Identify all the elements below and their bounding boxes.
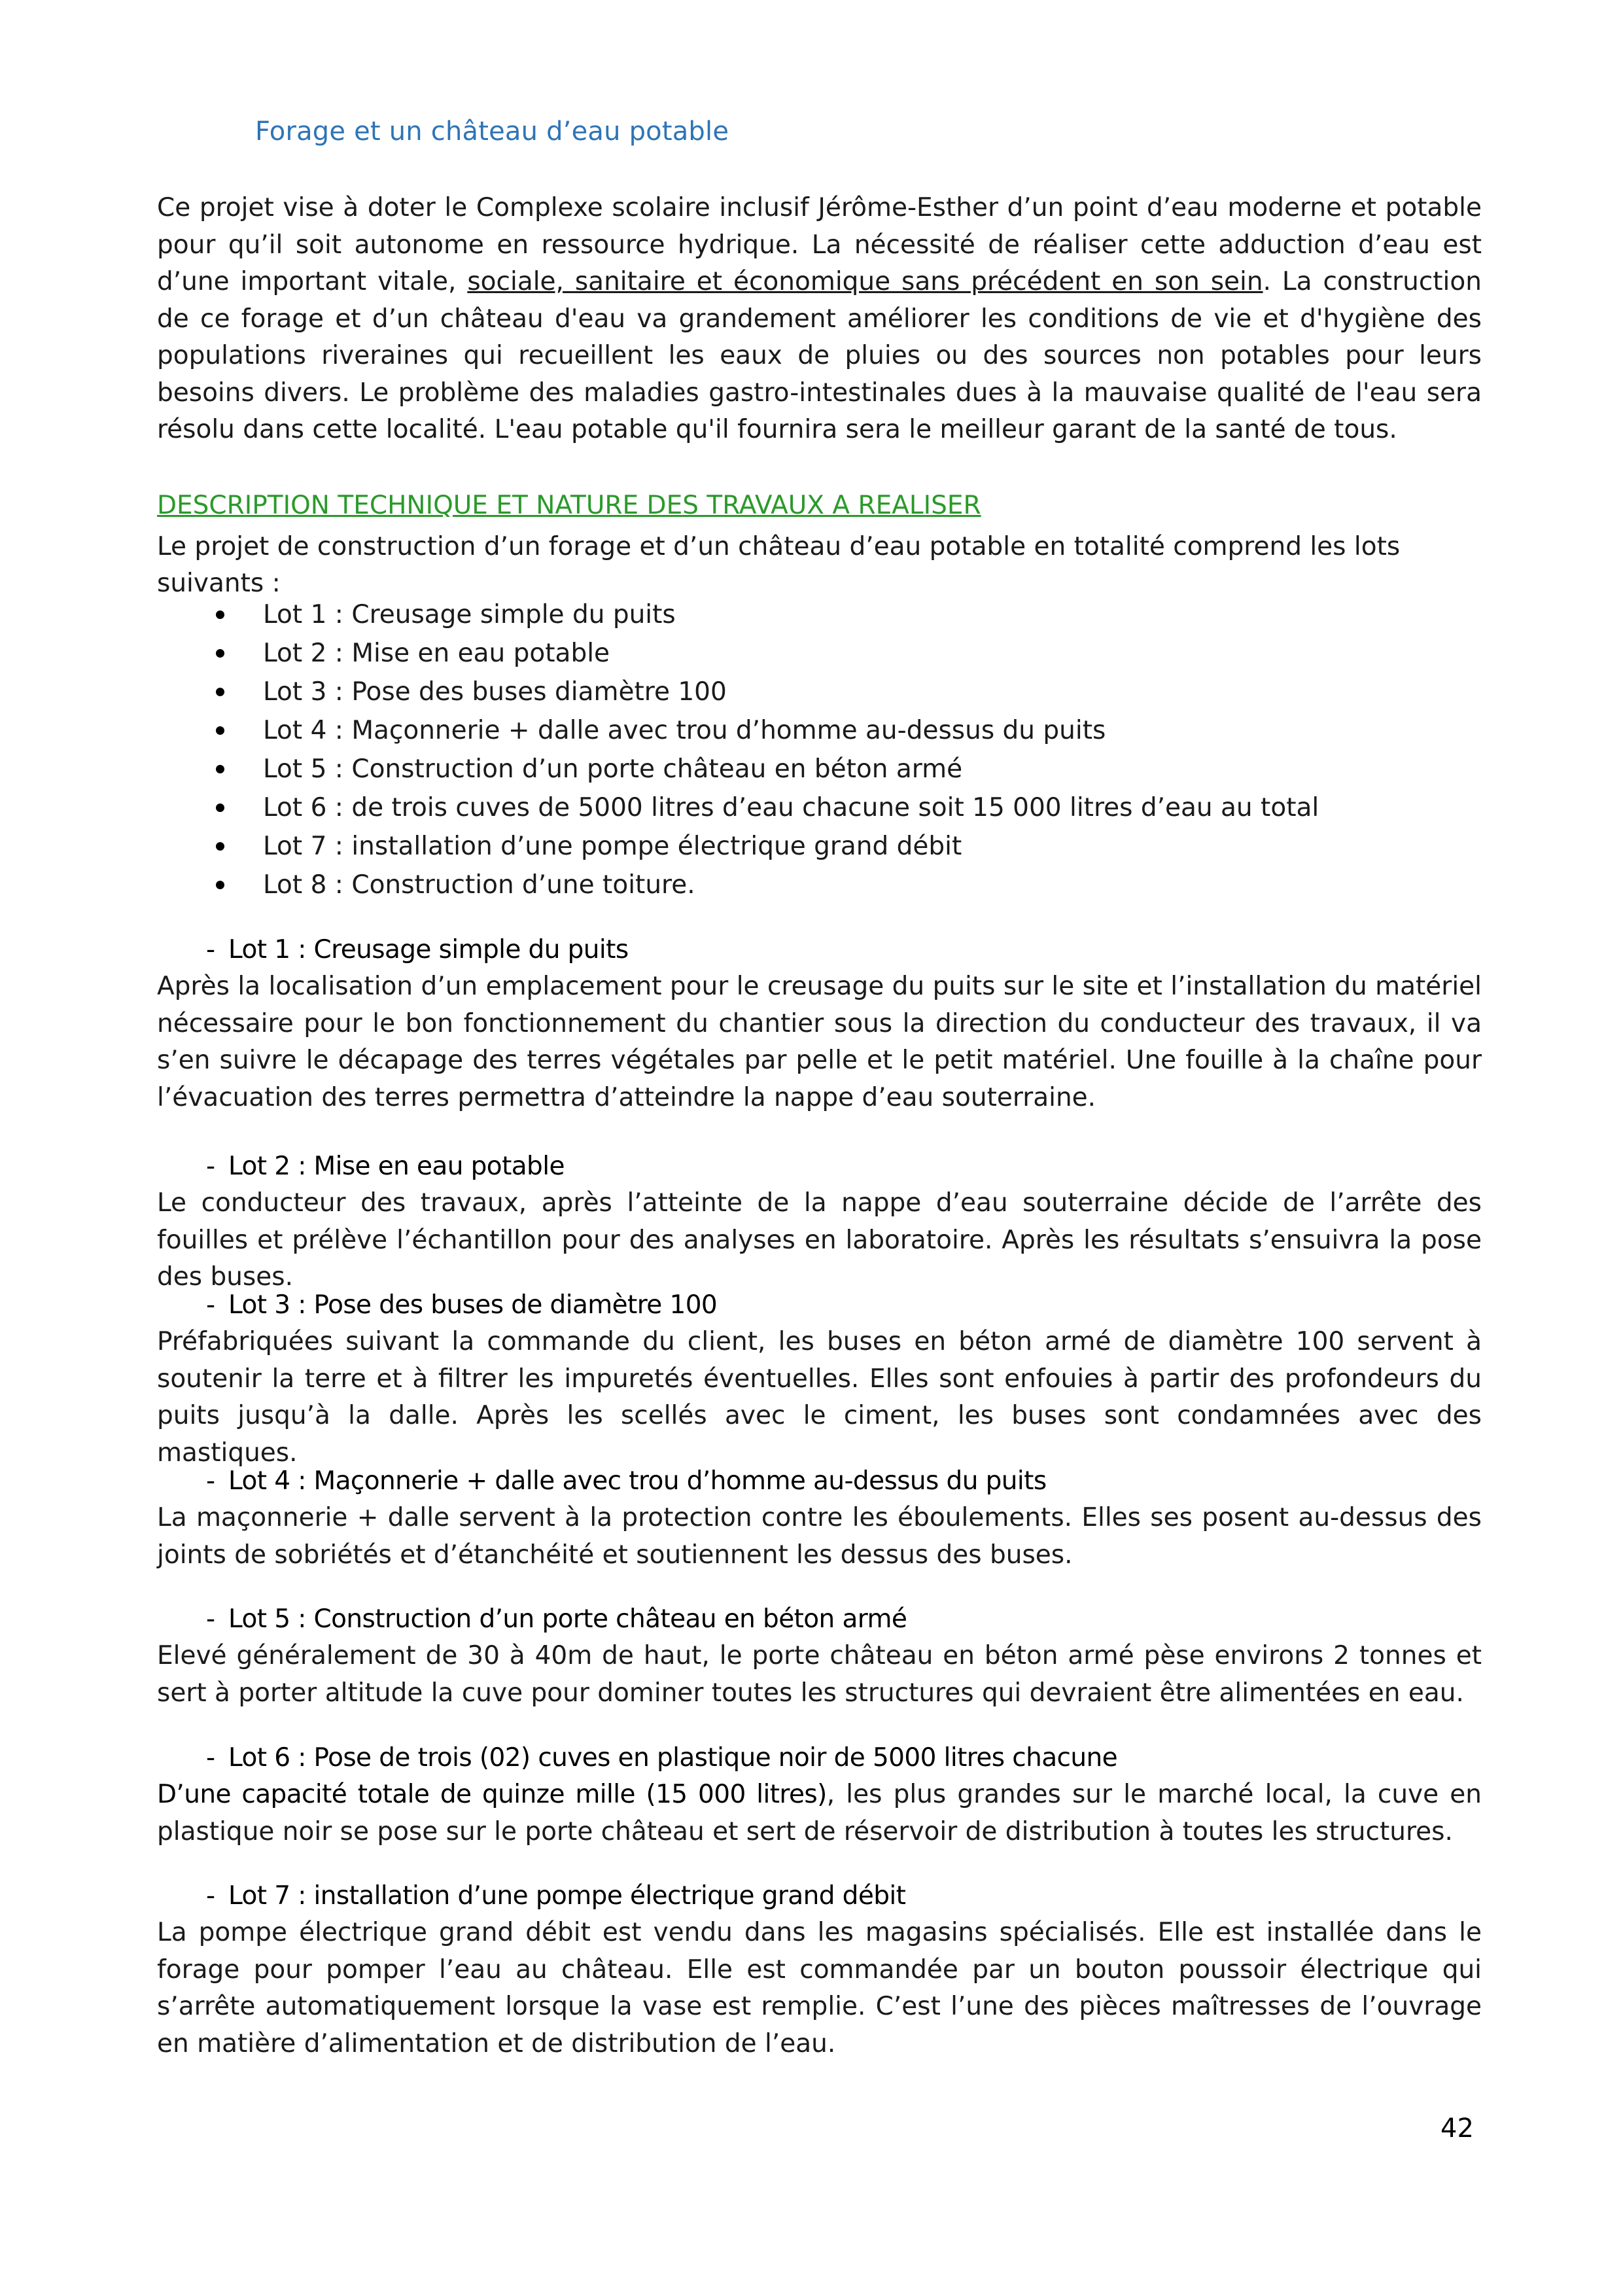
dash-marker: - bbox=[206, 1466, 215, 1496]
dash-marker: - bbox=[206, 1152, 215, 1181]
lot-body bbox=[157, 1776, 1482, 1850]
list-item: Lot 3 : Pose des buses diamètre 100 bbox=[216, 673, 1319, 711]
dash-marker: - bbox=[206, 1290, 215, 1320]
lot-7-section bbox=[157, 1878, 1482, 2062]
lot-body: Préfabriquées suivant la commande du client, les buses en béton armé de diamètre 100 servent à soutenir la terre et à filtrer les impuretés éventuelles. Elles sont enfouies à partir des profondeurs du puits jusqu’à la dalle. Après les scellés avec le ciment, les buses sont condamnées avec des mastiques. bbox=[157, 1327, 1482, 1468]
lot-heading bbox=[157, 1740, 1482, 1776]
dash-marker: - bbox=[206, 1881, 215, 1911]
list-item: Lot 1 : Creusage simple du puits bbox=[216, 595, 1319, 634]
list-item: Lot 5 : Construction d’un porte château en béton armé bbox=[216, 750, 1319, 788]
lot-2-section bbox=[157, 1148, 1482, 1296]
lot-heading-text: Lot 6 : Pose de trois (02) cuves en plastique noir de 5000 litres chacune bbox=[228, 1743, 1118, 1773]
lot-body-lead: D’une capacité totale de quinze mille (15 000 litres) bbox=[157, 1780, 827, 1809]
intro-underlined-text: sociale, sanitaire et économique sans précédent en son sein bbox=[467, 267, 1263, 296]
list-item: Lot 8 : Construction d’une toiture. bbox=[216, 866, 1319, 904]
lot-4-section bbox=[157, 1463, 1482, 1574]
lot-heading-text: Lot 7 : installation d’une pompe électrique grand débit bbox=[228, 1881, 906, 1911]
lot-body: La maçonnerie + dalle servent à la protection contre les éboulements. Elles ses posent au-dessus des joints de sobriétés et d’étanchéité et soutiennent les dessus des buses. bbox=[157, 1503, 1482, 1570]
lead-paragraph: Le projet de construction d’un forage et d’un château d’eau potable en totalité comprend les lots suivants : bbox=[157, 532, 1401, 598]
list-item: Lot 6 : de trois cuves de 5000 litres d’eau chacune soit 15 000 litres d’eau au total bbox=[216, 788, 1319, 827]
document-subtitle: Forage et un château d’eau potable bbox=[255, 116, 729, 147]
lot-body: Après la localisation d’un emplacement pour le creusage du puits sur le site et l’installation du matériel nécessaire pour le bon fonctionnement du chantier sous la direction du conducteur des travaux, il va s’en suivre le décapage des terres végétales par pelle et le petit matériel. Une fouille à la chaîne pour l’évacuation des terres permettra d’atteindre la nappe d’eau souterraine. bbox=[157, 972, 1482, 1112]
lot-heading-text: Lot 1 : Creusage simple du puits bbox=[228, 935, 629, 964]
dash-marker: - bbox=[206, 935, 215, 964]
lot-heading bbox=[157, 1287, 1482, 1324]
dash-marker: - bbox=[206, 1743, 215, 1773]
intro-text-part2: . La construction de ce forage et d’un château d'eau va grandement améliorer les conditions de vie et d'hygiène des populations riveraines qui recueillent les eaux de pluies ou des sources non potables pour leurs besoins divers. Le problème des maladies gastro-intestinales dues à la mauvaise qualité de l'eau sera résolu dans cette localité. L'eau potable qu'il fournira sera le meilleur garant de la santé de tous. bbox=[157, 267, 1482, 444]
lot-heading-text: Lot 3 : Pose des buses de diamètre 100 bbox=[228, 1290, 718, 1320]
lot-heading bbox=[157, 1878, 1482, 1915]
lot-3-section bbox=[157, 1287, 1482, 1472]
dash-marker: - bbox=[206, 1604, 215, 1634]
lot-heading bbox=[157, 1148, 1482, 1185]
lot-heading bbox=[157, 1463, 1482, 1500]
intro-paragraph bbox=[157, 190, 1482, 449]
lot-5-section bbox=[157, 1601, 1482, 1712]
section-title: DESCRIPTION TECHNIQUE ET NATURE DES TRAVAUX A REALISER bbox=[157, 491, 981, 520]
lot-heading-text: Lot 2 : Mise en eau potable bbox=[228, 1152, 565, 1181]
list-item: Lot 7 : installation d’une pompe électrique grand débit bbox=[216, 827, 1319, 866]
lot-6-section bbox=[157, 1740, 1482, 1850]
lot-heading bbox=[157, 1601, 1482, 1638]
lot-body: Elevé généralement de 30 à 40m de haut, le porte château en béton armé pèse environs 2 tonnes et sert à porter altitude la cuve pour dominer toutes les structures qui devraient être alimentées en eau. bbox=[157, 1641, 1482, 1708]
lot-heading bbox=[157, 932, 1482, 968]
lot-body: La pompe électrique grand débit est vendu dans les magasins spécialisés. Elle est installée dans le forage pour pomper l’eau au château. Elle est commandée par un bouton poussoir électrique qui s’arrête automatiquement lorsque la vase est remplie. C’est l’une des pièces maîtresses de l’ouvrage en matière d’alimentation et de distribution de l’eau. bbox=[157, 1918, 1482, 2058]
list-item: Lot 4 : Maçonnerie + dalle avec trou d’homme au-dessus du puits bbox=[216, 711, 1319, 750]
lot-heading-text: Lot 4 : Maçonnerie + dalle avec trou d’homme au-dessus du puits bbox=[228, 1466, 1047, 1496]
lot-1-section bbox=[157, 932, 1482, 1116]
page-number: 42 bbox=[1440, 2113, 1474, 2144]
lot-body-text: , les plus grandes sur le marché local, la cuve en plastique noir se pose sur le porte château et sert de réservoir de distribution à toutes les structures. bbox=[157, 1780, 1482, 1846]
list-item: Lot 2 : Mise en eau potable bbox=[216, 634, 1319, 673]
lot-list bbox=[216, 595, 1319, 904]
intro-text-part1: Ce projet vise à doter le Complexe scolaire inclusif Jérôme-Esther d’un point d’eau moderne et potable pour qu’il soit autonome en ressource hydrique. La nécessité de réaliser cette adduction d’eau est d’une important vitale, bbox=[157, 193, 1482, 296]
lot-heading-text: Lot 5 : Construction d’un porte château en béton armé bbox=[228, 1604, 907, 1634]
lot-body: Le conducteur des travaux, après l’atteinte de la nappe d’eau souterraine décide de l’arrête des fouilles et prélève l’échantillon pour des analyses en laboratoire. Après les résultats s’ensuivra la pose des buses. bbox=[157, 1188, 1482, 1292]
